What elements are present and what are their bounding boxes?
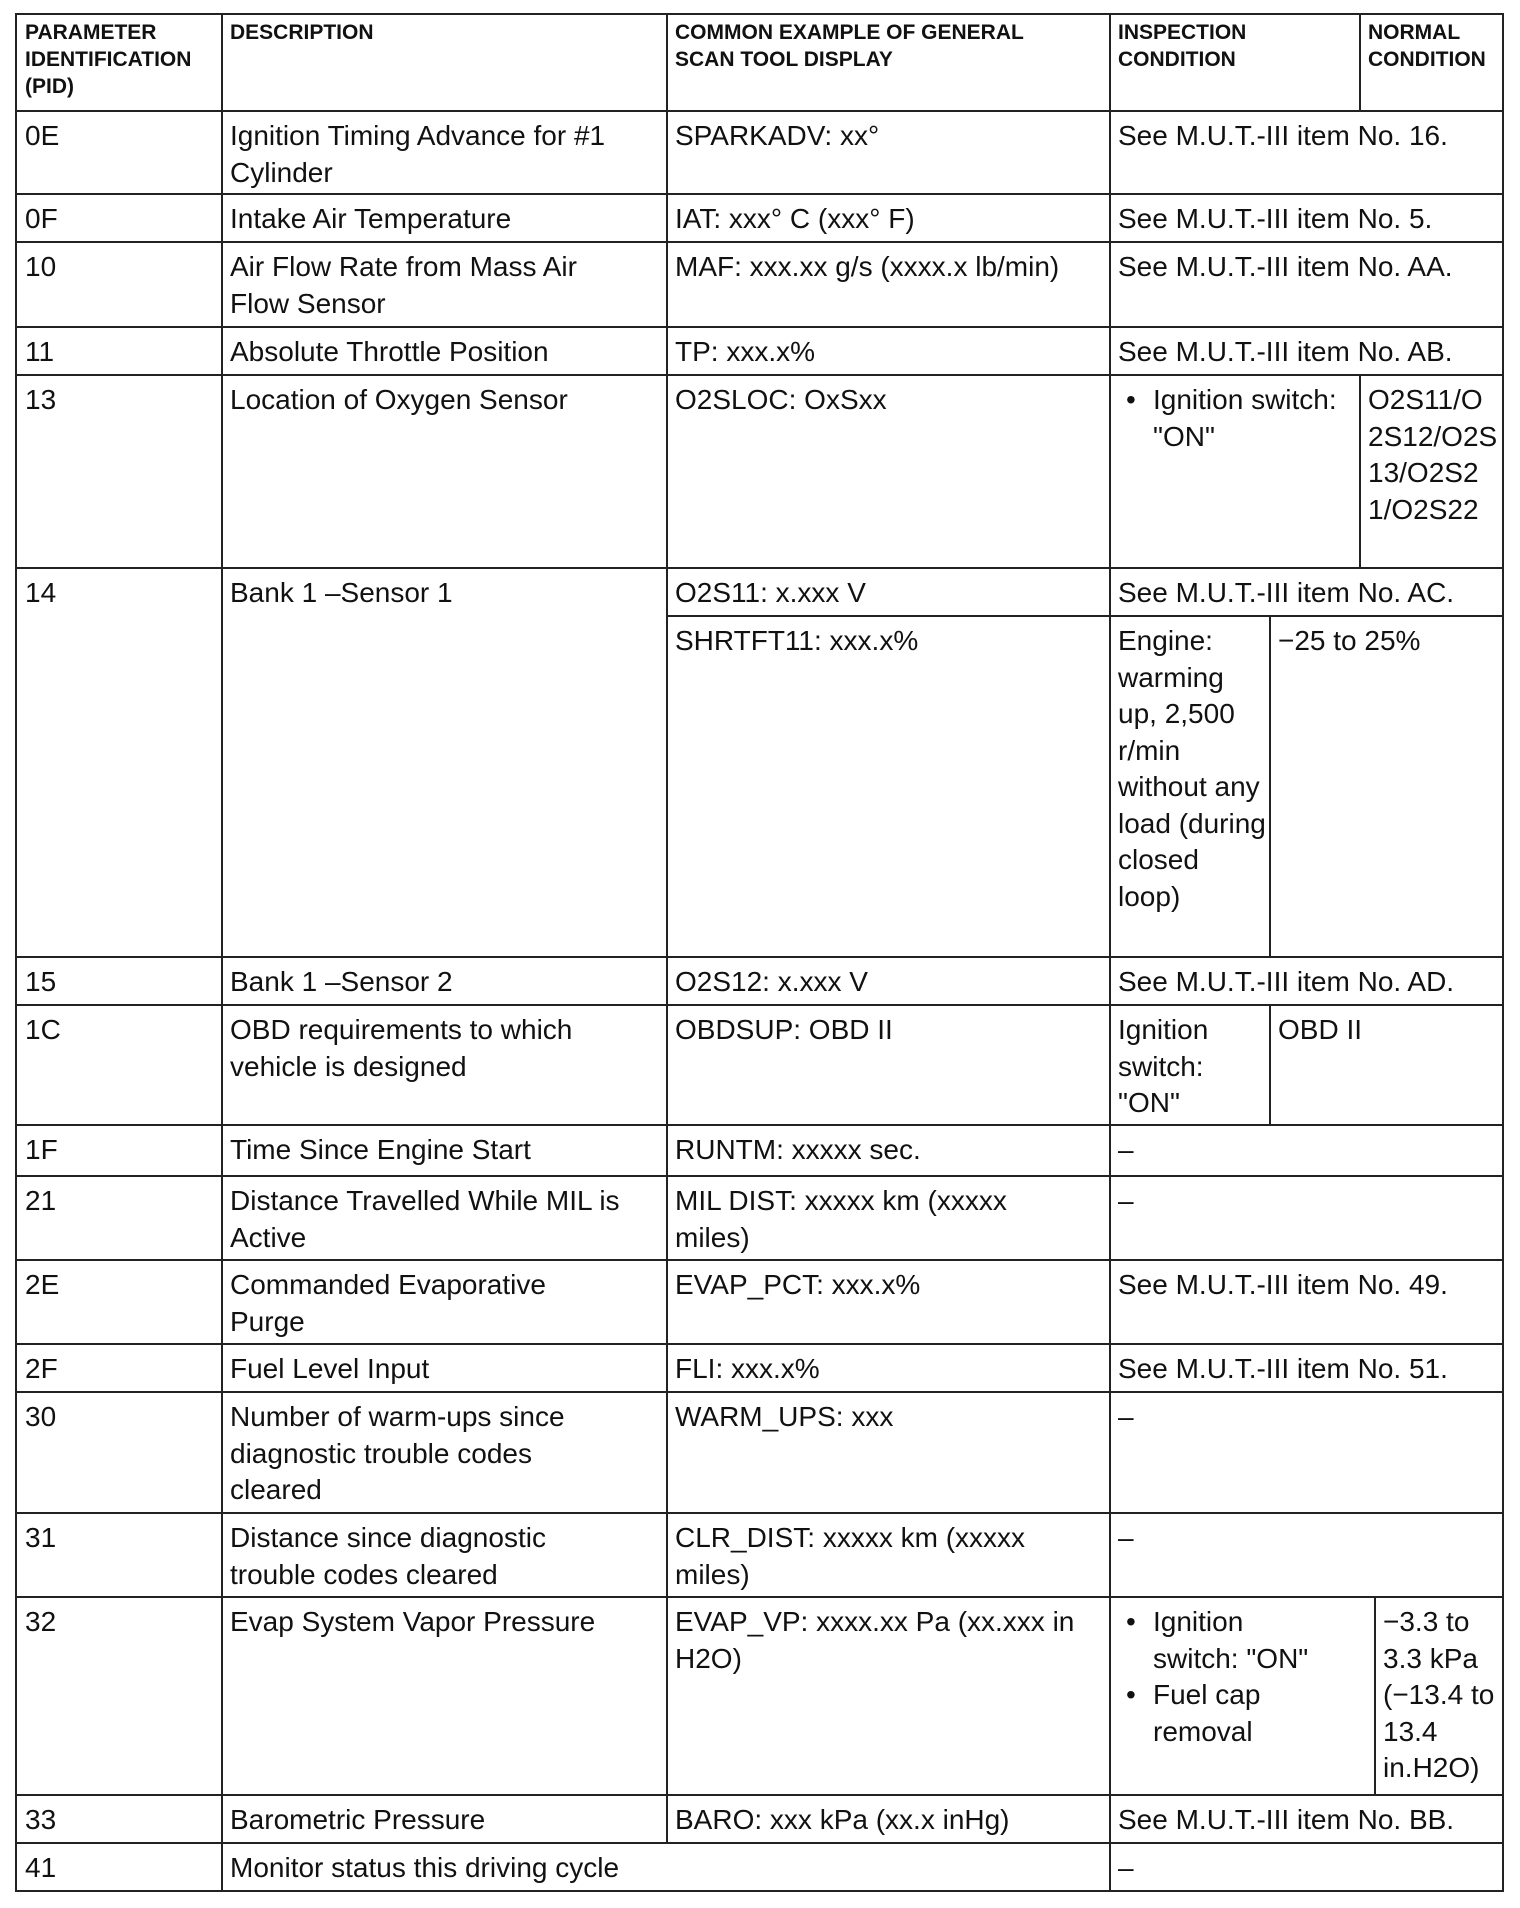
row-normal: O2S11/O2S12/O2S13/O2S21/O2S22 xyxy=(1368,384,1498,525)
row-inspection: – xyxy=(1118,1134,1134,1165)
column-divider xyxy=(1269,615,1271,956)
row-divider xyxy=(17,326,1504,328)
row-description: Barometric Pressure xyxy=(230,1804,486,1835)
row-divider xyxy=(17,1842,1504,1844)
row-inspection: Ignition switch: "ON" xyxy=(1118,1014,1209,1118)
row-divider xyxy=(17,1596,1504,1598)
row-inspection: – xyxy=(1118,1522,1134,1553)
row-description: Distance Travelled While MIL is Active xyxy=(230,1185,620,1253)
row-display: CLR_DIST: xxxxx km (xxxxx miles) xyxy=(675,1522,1026,1590)
row-pid: 2F xyxy=(25,1353,58,1384)
row-inspection-secondary: Engine: warming up, 2,500 r/min without any load (during closed loop) xyxy=(1118,625,1266,912)
row-pid: 0F xyxy=(25,203,58,234)
header-description: DESCRIPTION xyxy=(230,21,374,44)
header-inspection: INSPECTION CONDITION xyxy=(1118,21,1247,71)
row-divider xyxy=(17,193,1504,195)
inspection-bullet: • Ignition switch: "ON" xyxy=(1118,382,1340,455)
row-description: Bank 1 –Sensor 2 xyxy=(230,966,453,997)
row-divider xyxy=(17,567,1504,569)
row-display: O2SLOC: OxSxx xyxy=(675,384,887,415)
row-display: EVAP_PCT: xxx.x% xyxy=(675,1269,921,1300)
row-divider xyxy=(17,241,1504,243)
row-divider xyxy=(17,1391,1504,1393)
row-pid: 1C xyxy=(25,1014,61,1045)
header-display: COMMON EXAMPLE OF GENERAL SCAN TOOL DISPLAY xyxy=(675,21,1024,71)
row-display: O2S11: x.xxx V xyxy=(675,577,866,608)
column-divider xyxy=(666,15,668,1842)
row-pid: 14 xyxy=(25,577,57,608)
row-pid: 2E xyxy=(25,1269,60,1300)
row-description: Bank 1 –Sensor 1 xyxy=(230,577,453,608)
column-divider xyxy=(221,15,223,1892)
row-description: Ignition Timing Advance for #1 Cylinder xyxy=(230,120,606,188)
row-normal: OBD II xyxy=(1278,1014,1363,1045)
row-pid: 41 xyxy=(25,1852,57,1883)
row-inspection: See M.U.T.-III item No. BB. xyxy=(1118,1804,1455,1835)
row-display: WARM_UPS: xxx xyxy=(675,1401,894,1432)
row-description: Fuel Level Input xyxy=(230,1353,430,1384)
row-display: MIL DIST: xxxxx km (xxxxx miles) xyxy=(675,1185,1007,1253)
row-divider xyxy=(667,615,1504,617)
row-inspection: See M.U.T.-III item No. 51. xyxy=(1118,1353,1448,1384)
row-divider xyxy=(17,1794,1504,1796)
row-divider xyxy=(17,1343,1504,1345)
row-description: Intake Air Temperature xyxy=(230,203,512,234)
row-inspection: – xyxy=(1118,1185,1134,1216)
row-display: MAF: xxx.xx g/s (xxxx.x lb/min) xyxy=(675,251,1060,282)
row-display: EVAP_VP: xxxx.xx Pa (xx.xxx in H2O) xyxy=(675,1606,1075,1674)
row-pid: 31 xyxy=(25,1522,57,1553)
row-divider xyxy=(17,110,1504,112)
column-divider xyxy=(1269,1004,1271,1124)
row-inspection: See M.U.T.-III item No. 16. xyxy=(1118,120,1448,151)
row-description: OBD requirements to which vehicle is designed xyxy=(230,1014,573,1082)
inspection-bullet: • Ignition switch: "ON" xyxy=(1118,1604,1335,1677)
row-inspection: See M.U.T.-III item No. AC. xyxy=(1118,577,1455,608)
header-pid: PARAMETER IDENTIFICATION (PID) xyxy=(25,21,192,98)
pid-table xyxy=(15,13,1504,1892)
row-inspection: See M.U.T.-III item No. 5. xyxy=(1118,203,1433,234)
row-divider xyxy=(17,1512,1504,1514)
row-pid: 15 xyxy=(25,966,57,997)
row-display: O2S12: x.xxx V xyxy=(675,966,868,997)
row-display: SPARKADV: xx° xyxy=(675,120,880,151)
row-description: Distance since diagnostic trouble codes cleared xyxy=(230,1522,546,1590)
row-pid: 1F xyxy=(25,1134,58,1165)
inspection-bullet: • Fuel cap removal xyxy=(1118,1677,1335,1750)
row-inspection: See M.U.T.-III item No. 49. xyxy=(1118,1269,1448,1300)
row-pid: 30 xyxy=(25,1401,57,1432)
row-display: FLI: xxx.x% xyxy=(675,1353,820,1384)
column-divider xyxy=(1374,1596,1376,1794)
row-inspection: – xyxy=(1118,1852,1134,1883)
row-inspection xyxy=(1110,1598,1375,1750)
row-pid: 21 xyxy=(25,1185,57,1216)
row-pid: 10 xyxy=(25,251,57,282)
row-normal-secondary: −25 to 25% xyxy=(1278,625,1421,656)
row-display: BARO: xxx kPa (xx.x inHg) xyxy=(675,1804,1010,1835)
row-pid: 11 xyxy=(25,336,55,367)
row-description: Number of warm-ups since diagnostic trouble codes cleared xyxy=(230,1401,565,1505)
row-display: OBDSUP: OBD II xyxy=(675,1014,893,1045)
row-divider xyxy=(17,1259,1504,1261)
row-display: RUNTM: xxxxx sec. xyxy=(675,1134,921,1165)
row-normal: −3.3 to 3.3 kPa (−13.4 to 13.4 in.H2O) xyxy=(1383,1606,1495,1783)
row-description: Commanded Evaporative Purge xyxy=(230,1269,546,1337)
column-divider xyxy=(1359,374,1361,567)
header-normal: NORMAL CONDITION xyxy=(1368,21,1486,71)
row-divider xyxy=(17,374,1504,376)
row-inspection xyxy=(1110,376,1360,455)
row-divider xyxy=(17,1124,1504,1126)
row-description: Evap System Vapor Pressure xyxy=(230,1606,596,1637)
row-divider xyxy=(17,1175,1504,1177)
row-display-secondary: SHRTFT11: xxx.x% xyxy=(675,625,919,656)
row-description: Monitor status this driving cycle xyxy=(230,1852,620,1883)
row-description: Air Flow Rate from Mass Air Flow Sensor xyxy=(230,251,577,319)
row-inspection: See M.U.T.-III item No. AB. xyxy=(1118,336,1453,367)
row-divider xyxy=(17,1004,1504,1006)
column-divider xyxy=(1359,15,1361,110)
column-divider xyxy=(1109,15,1111,1892)
row-pid: 32 xyxy=(25,1606,57,1637)
row-display: TP: xxx.x% xyxy=(675,336,816,367)
row-pid: 33 xyxy=(25,1804,57,1835)
row-inspection: – xyxy=(1118,1401,1134,1432)
row-description: Time Since Engine Start xyxy=(230,1134,531,1165)
row-pid: 13 xyxy=(25,384,57,415)
row-description: Absolute Throttle Position xyxy=(230,336,549,367)
row-inspection: See M.U.T.-III item No. AD. xyxy=(1118,966,1455,997)
row-inspection: See M.U.T.-III item No. AA. xyxy=(1118,251,1453,282)
row-description: Location of Oxygen Sensor xyxy=(230,384,568,415)
row-divider xyxy=(17,956,1504,958)
row-display: IAT: xxx° C (xxx° F) xyxy=(675,203,915,234)
row-pid: 0E xyxy=(25,120,60,151)
